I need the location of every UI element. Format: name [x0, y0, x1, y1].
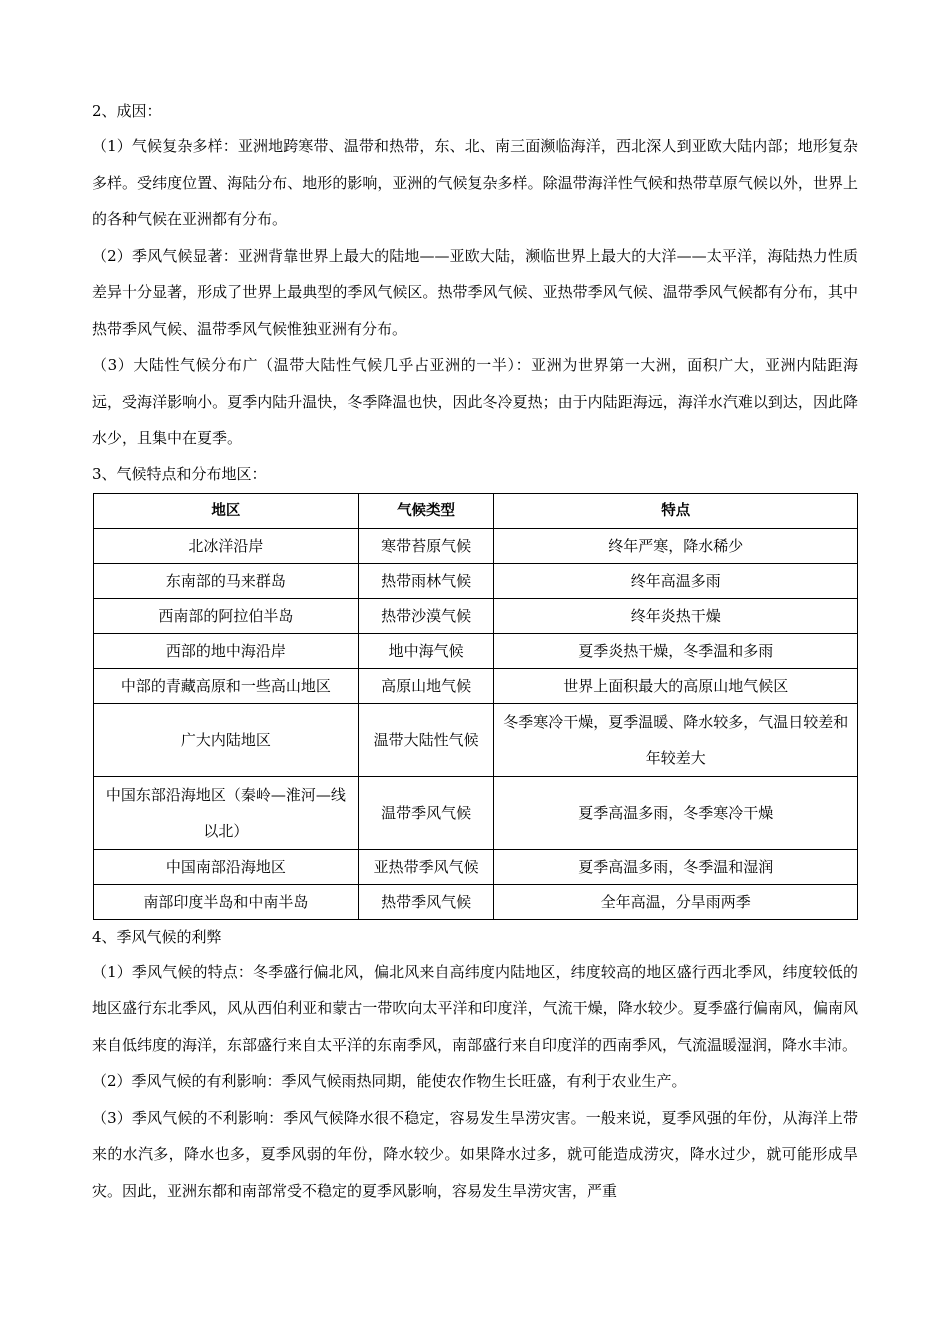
- document-page: [92, 94, 858, 1209]
- table-row: [94, 884, 858, 919]
- header-feature: 特点: [494, 493, 858, 528]
- cell-feature: 终年高温多雨: [494, 563, 858, 598]
- cell-feature: 世界上面积最大的高原山地气候区: [494, 668, 858, 703]
- cell-region: 广大内陆地区: [94, 703, 359, 776]
- cell-type: 温带大陆性气候: [358, 703, 494, 776]
- section-4-paragraph-1: （1）季风气候的特点：冬季盛行偏北风，偏北风来自高纬度内陆地区，纬度较高的地区盛行西北季风，纬度较低的地区盛行东北季风，风从西伯利亚和蒙古一带吹向太平洋和印度洋，气流干燥，降水较少。夏季盛行偏南风，偏南风来自低纬度的海洋，东部盛行来自太平洋的东南季风，南部盛行来自印度洋的西南季风，气流温暖湿润，降水丰沛。: [92, 962, 858, 1054]
- cell-region: 东南部的马来群岛: [94, 563, 359, 598]
- cell-type: 寒带苔原气候: [358, 528, 494, 563]
- cell-feature: 冬季寒冷干燥，夏季温暖、降水较多，气温日较差和年较差大: [494, 703, 858, 776]
- header-climate-type: 气候类型: [358, 493, 494, 528]
- cell-feature: 夏季高温多雨，冬季温和湿润: [494, 849, 858, 884]
- section-4-paragraph-3: （3）季风气候的不利影响：季风气候降水很不稳定，容易发生旱涝灾害。一般来说，夏季风强的年份，从海洋上带来的水汽多，降水也多，夏季风弱的年份，降水较少。如果降水过多，就可能造成涝灾，降水过少，就可能形成旱灾。因此，亚洲东都和南部常受不稳定的夏季风影响，容易发生旱涝灾害，严重: [92, 1108, 858, 1200]
- table-row: [94, 563, 858, 598]
- cell-region: 北冰洋沿岸: [94, 528, 359, 563]
- cell-type: 热带季风气候: [358, 884, 494, 919]
- section-4-title: 4、季风气候的利弊: [92, 927, 222, 946]
- cell-feature: 全年高温，分旱雨两季: [494, 884, 858, 919]
- table-row: [94, 633, 858, 668]
- cell-type: 高原山地气候: [358, 668, 494, 703]
- table-row: [94, 668, 858, 703]
- climate-table: [93, 493, 858, 920]
- table-row: [94, 703, 858, 776]
- table-row: [94, 776, 858, 849]
- section-2-paragraph-2: （2）季风气候显著：亚洲背靠世界上最大的陆地——亚欧大陆，濒临世界上最大的大洋——太平洋，海陆热力性质差异十分显著，形成了世界上最典型的季风气候区。热带季风气候、亚热带季风气候、温带季风气候都有分布，其中热带季风气候、温带季风气候惟独亚洲有分布。: [92, 246, 858, 338]
- section-2-paragraph-3: （3）大陆性气候分布广（温带大陆性气候几乎占亚洲的一半）：亚洲为世界第一大洲，面积广大，亚洲内陆距海远，受海洋影响小。夏季内陆升温快，冬季降温也快，因此冬冷夏热；由于内陆距海远，海洋水汽难以到达，因此降水少，且集中在夏季。: [92, 356, 858, 447]
- table-header-row: [94, 493, 858, 528]
- cell-feature: 夏季炎热干燥，冬季温和多雨: [494, 633, 858, 668]
- table-row: [94, 598, 858, 633]
- cell-type: 亚热带季风气候: [358, 849, 494, 884]
- section-3-title: 3、气候特点和分布地区：: [92, 464, 267, 483]
- cell-region: 中部的青藏高原和一些高山地区: [94, 668, 359, 703]
- cell-feature: 终年严寒，降水稀少: [494, 528, 858, 563]
- section-2-title: 2、成因：: [92, 102, 162, 120]
- cell-type: 热带沙漠气候: [358, 598, 494, 633]
- cell-region: 中国南部沿海地区: [94, 849, 359, 884]
- cell-feature: 终年炎热干燥: [494, 598, 858, 633]
- cell-feature: 夏季高温多雨，冬季寒冷干燥: [494, 776, 858, 849]
- cell-type: 地中海气候: [358, 633, 494, 668]
- cell-type: 温带季风气候: [358, 776, 494, 849]
- cell-region: 西南部的阿拉伯半岛: [94, 598, 359, 633]
- cell-region: 中国东部沿海地区（秦岭—淮河—线以北）: [94, 776, 359, 849]
- header-region: 地区: [94, 493, 359, 528]
- table-row: [94, 528, 858, 563]
- cell-region: 西部的地中海沿岸: [94, 633, 359, 668]
- table-row: [94, 849, 858, 884]
- section-4-paragraph-2: （2）季风气候的有利影响：季风气候雨热同期，能使农作物生长旺盛，有利于农业生产。: [92, 1072, 687, 1090]
- cell-type: 热带雨林气候: [358, 563, 494, 598]
- cell-region: 南部印度半岛和中南半岛: [94, 884, 359, 919]
- section-2-paragraph-1: （1）气候复杂多样：亚洲地跨寒带、温带和热带，东、北、南三面濒临海洋，西北深人到亚欧大陆内部；地形复杂多样。受纬度位置、海陆分布、地形的影响，亚洲的气候复杂多样。除温带海洋性气候和热带草原气候以外，世界上的各种气候在亚洲都有分布。: [92, 137, 858, 228]
